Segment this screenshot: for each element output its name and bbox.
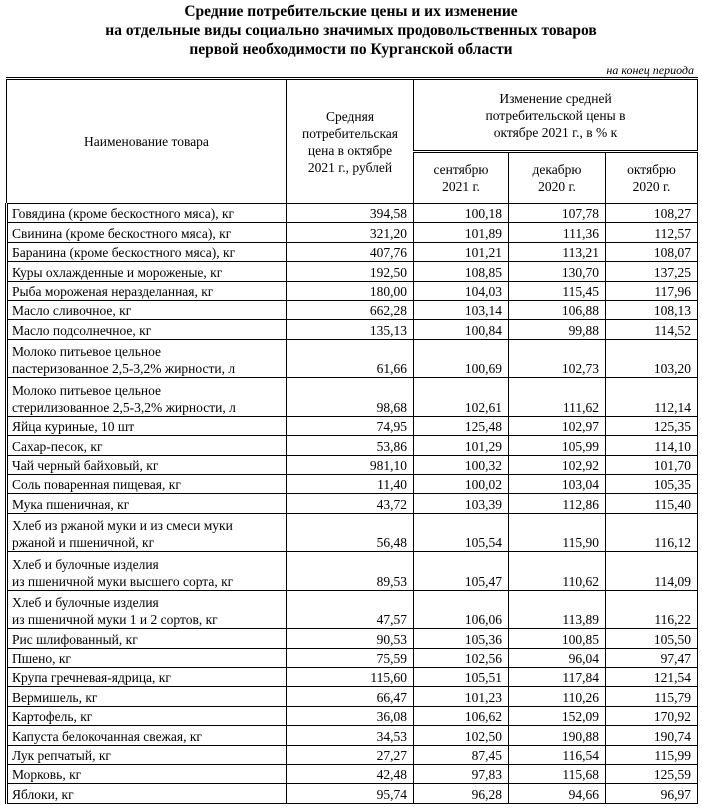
product-name-line-1: Рыба мороженая неразделанная, кг — [12, 283, 214, 299]
product-name — [7, 552, 287, 591]
cell-sep: 104,03 — [414, 281, 509, 300]
title-line-1: Средние потребительские цены и их изменение — [184, 3, 518, 20]
cell-sep: 101,89 — [414, 223, 509, 242]
product-name — [7, 436, 287, 455]
cell-price: 42,48 — [287, 764, 414, 783]
table-row — [7, 436, 698, 455]
cell-sep: 105,47 — [414, 552, 509, 591]
product-name — [7, 494, 287, 513]
table-row — [7, 648, 698, 667]
cell-dec: 112,86 — [509, 494, 606, 513]
cell-oct: 125,35 — [606, 416, 698, 435]
cell-price: 662,28 — [287, 300, 414, 319]
product-name-line-1: Картофель, кг — [12, 709, 93, 725]
cell-sep: 103,14 — [414, 300, 509, 319]
table-row — [7, 667, 698, 686]
cell-dec: 190,88 — [509, 726, 606, 745]
cell-sep: 100,69 — [414, 339, 509, 378]
product-name-line-1: Молоко питьевое цельное — [12, 382, 162, 398]
cell-oct: 114,52 — [606, 320, 698, 339]
product-name-line-1: Масло сливочное, кг — [12, 303, 132, 319]
cell-oct: 190,74 — [606, 726, 698, 745]
cell-oct: 103,20 — [606, 339, 698, 378]
table-row — [7, 242, 698, 261]
cell-sep: 97,83 — [414, 764, 509, 783]
cell-dec: 115,90 — [509, 513, 606, 552]
cell-sep: 87,45 — [414, 745, 509, 764]
table-row — [7, 590, 698, 629]
product-name-line-1: Свинина (кроме бескостного мяса), кг — [12, 225, 232, 241]
product-name-line-1: Масло подсолнечное, кг — [12, 322, 152, 338]
cell-price: 11,40 — [287, 474, 414, 493]
product-name-line-2: из пшеничной муки высшего сорта, кг — [12, 573, 234, 589]
product-name-line-2: стерилизованное 2,5-3,2% жирности, л — [12, 399, 236, 415]
cell-dec: 103,04 — [509, 474, 606, 493]
cell-sep: 100,02 — [414, 474, 509, 493]
cell-oct: 108,27 — [606, 204, 698, 223]
table-row — [7, 764, 698, 783]
product-name — [7, 648, 287, 667]
cell-dec: 117,84 — [509, 667, 606, 686]
cell-oct: 137,25 — [606, 262, 698, 281]
product-name-line-2: пастеризованное 2,5-3,2% жирности, л — [12, 361, 236, 377]
cell-oct: 117,96 — [606, 281, 698, 300]
cell-dec: 96,04 — [509, 648, 606, 667]
product-name-line-1: Яблоки, кг — [12, 786, 74, 802]
product-name — [7, 378, 287, 417]
cell-price: 66,47 — [287, 687, 414, 706]
product-name — [7, 204, 287, 223]
product-name — [7, 784, 287, 803]
cell-oct: 116,12 — [606, 513, 698, 552]
product-name-line-1: Говядина (кроме бескостного мяса), кг — [12, 206, 235, 222]
cell-price: 53,86 — [287, 436, 414, 455]
cell-sep: 105,36 — [414, 629, 509, 648]
table-row — [7, 474, 698, 493]
table-row — [7, 262, 698, 281]
cell-dec: 115,45 — [509, 281, 606, 300]
product-name-line-1: Хлеб и булочные изделия — [12, 556, 159, 572]
cell-price: 180,00 — [287, 281, 414, 300]
cell-sep: 100,32 — [414, 455, 509, 474]
cell-dec: 152,09 — [509, 706, 606, 725]
product-name — [7, 474, 287, 493]
cell-price: 34,53 — [287, 726, 414, 745]
table-body — [7, 204, 698, 804]
cell-sep: 102,50 — [414, 726, 509, 745]
prices-table — [5, 77, 698, 804]
cell-oct: 112,57 — [606, 223, 698, 242]
cell-oct: 121,54 — [606, 667, 698, 686]
cell-dec: 115,68 — [509, 764, 606, 783]
product-name-line-1: Лук репчатый, кг — [12, 747, 111, 763]
cell-sep: 103,39 — [414, 494, 509, 513]
product-name — [7, 726, 287, 745]
cell-oct: 108,07 — [606, 242, 698, 261]
cell-dec: 111,62 — [509, 378, 606, 417]
cell-price: 95,74 — [287, 784, 414, 803]
product-name-line-1: Баранина (кроме бескостного мяса), кг — [12, 245, 236, 261]
cell-sep: 125,48 — [414, 416, 509, 435]
cell-sep: 101,23 — [414, 687, 509, 706]
product-name — [7, 764, 287, 783]
table-row — [7, 687, 698, 706]
cell-sep: 102,56 — [414, 648, 509, 667]
cell-dec: 102,73 — [509, 339, 606, 378]
cell-price: 115,60 — [287, 667, 414, 686]
table-row — [7, 416, 698, 435]
cell-oct: 115,40 — [606, 494, 698, 513]
cell-dec: 113,21 — [509, 242, 606, 261]
cell-price: 43,72 — [287, 494, 414, 513]
product-name — [7, 281, 287, 300]
cell-price: 981,10 — [287, 455, 414, 474]
cell-sep: 101,29 — [414, 436, 509, 455]
cell-sep: 106,62 — [414, 706, 509, 725]
header-price: Средняя потребительская цена в октябре 2021 г., рублей — [287, 79, 414, 204]
table-row — [7, 320, 698, 339]
cell-dec: 105,99 — [509, 436, 606, 455]
product-name — [7, 667, 287, 686]
cell-dec: 110,62 — [509, 552, 606, 591]
product-name — [7, 629, 287, 648]
report-title — [0, 0, 702, 59]
cell-sep: 100,18 — [414, 204, 509, 223]
cell-oct: 108,13 — [606, 300, 698, 319]
table-row — [7, 745, 698, 764]
header-change: Изменение средней потребительской цены в октябре 2021 г., в % к — [414, 79, 698, 152]
product-name-line-1: Вермишель, кг — [12, 689, 98, 705]
cell-price: 61,66 — [287, 339, 414, 378]
product-name-line-1: Хлеб из ржаной муки и из смеси муки — [12, 518, 233, 534]
product-name-line-1: Яйца куриные, 10 шт — [12, 419, 135, 435]
cell-sep: 102,61 — [414, 378, 509, 417]
cell-dec: 102,97 — [509, 416, 606, 435]
title-line-3: первой необходимости по Курганской области — [189, 41, 513, 58]
cell-sep: 101,21 — [414, 242, 509, 261]
cell-dec: 94,66 — [509, 784, 606, 803]
cell-price: 36,08 — [287, 706, 414, 725]
product-name — [7, 320, 287, 339]
product-name — [7, 590, 287, 629]
table-row — [7, 204, 698, 223]
product-name-line-1: Хлеб и булочные изделия — [12, 595, 159, 611]
product-name-line-1: Куры охлажденные и мороженые, кг — [12, 264, 223, 280]
product-name-line-1: Мука пшеничная, кг — [12, 496, 130, 512]
cell-sep: 106,06 — [414, 590, 509, 629]
cell-oct: 97,47 — [606, 648, 698, 667]
header-name: Наименование товара — [7, 79, 287, 204]
product-name — [7, 745, 287, 764]
table-row — [7, 513, 698, 552]
header-december: декабрю 2020 г. — [509, 152, 606, 204]
cell-price: 75,59 — [287, 648, 414, 667]
cell-price: 90,53 — [287, 629, 414, 648]
table-row — [7, 223, 698, 242]
cell-dec: 113,89 — [509, 590, 606, 629]
product-name-line-1: Рис шлифованный, кг — [12, 631, 138, 647]
product-name-line-1: Крупа гречневая-ядрица, кг — [12, 670, 171, 686]
cell-price: 27,27 — [287, 745, 414, 764]
table-row — [7, 339, 698, 378]
table-row — [7, 726, 698, 745]
cell-price: 135,13 — [287, 320, 414, 339]
product-name — [7, 416, 287, 435]
table-row — [7, 706, 698, 725]
table-row — [7, 378, 698, 417]
product-name-line-1: Капуста белокочанная свежая, кг — [12, 728, 202, 744]
cell-oct: 101,70 — [606, 455, 698, 474]
cell-price: 89,53 — [287, 552, 414, 591]
cell-dec: 99,88 — [509, 320, 606, 339]
product-name — [7, 455, 287, 474]
cell-oct: 112,14 — [606, 378, 698, 417]
product-name — [7, 262, 287, 281]
cell-price: 98,68 — [287, 378, 414, 417]
cell-dec: 106,88 — [509, 300, 606, 319]
cell-price: 47,57 — [287, 590, 414, 629]
cell-sep: 108,85 — [414, 262, 509, 281]
product-name-line-1: Молоко питьевое цельное — [12, 344, 162, 360]
product-name-line-1: Пшено, кг — [12, 650, 71, 666]
cell-oct: 170,92 — [606, 706, 698, 725]
product-name-line-2: из пшеничной муки 1 и 2 сортов, кг — [12, 612, 218, 628]
table-row — [7, 455, 698, 474]
cell-oct: 115,99 — [606, 745, 698, 764]
product-name-line-1: Соль поваренная пищевая, кг — [12, 477, 181, 493]
cell-dec: 100,85 — [509, 629, 606, 648]
table-row — [7, 300, 698, 319]
cell-dec: 116,54 — [509, 745, 606, 764]
cell-dec: 111,36 — [509, 223, 606, 242]
product-name — [7, 339, 287, 378]
cell-oct: 115,79 — [606, 687, 698, 706]
product-name-line-1: Чай черный байховый, кг — [12, 457, 159, 473]
product-name — [7, 223, 287, 242]
header-october: октябрю 2020 г. — [606, 152, 698, 204]
cell-oct: 114,09 — [606, 552, 698, 591]
cell-dec: 110,26 — [509, 687, 606, 706]
cell-oct: 114,10 — [606, 436, 698, 455]
table-row — [7, 784, 698, 803]
product-name — [7, 300, 287, 319]
product-name-line-1: Сахар-песок, кг — [12, 438, 103, 454]
cell-dec: 107,78 — [509, 204, 606, 223]
product-name — [7, 513, 287, 552]
table-row — [7, 281, 698, 300]
cell-dec: 102,92 — [509, 455, 606, 474]
table-row — [7, 494, 698, 513]
cell-price: 407,76 — [287, 242, 414, 261]
cell-sep: 100,84 — [414, 320, 509, 339]
cell-price: 74,95 — [287, 416, 414, 435]
product-name — [7, 706, 287, 725]
cell-sep: 96,28 — [414, 784, 509, 803]
table-row — [7, 552, 698, 591]
cell-sep: 105,54 — [414, 513, 509, 552]
product-name-line-1: Морковь, кг — [12, 767, 82, 783]
cell-oct: 125,59 — [606, 764, 698, 783]
table-row — [7, 629, 698, 648]
cell-oct: 105,35 — [606, 474, 698, 493]
cell-price: 394,58 — [287, 204, 414, 223]
cell-oct: 116,22 — [606, 590, 698, 629]
title-line-2: на отдельные виды социально значимых продовольственных товаров — [105, 22, 597, 39]
product-name-line-2: ржаной и пшеничной, кг — [12, 535, 155, 551]
cell-oct: 96,97 — [606, 784, 698, 803]
product-name — [7, 687, 287, 706]
period-note: на конец периода — [606, 63, 694, 77]
product-name — [7, 242, 287, 261]
header-september: сентябрю 2021 г. — [414, 152, 509, 204]
cell-oct: 105,50 — [606, 629, 698, 648]
cell-price: 56,48 — [287, 513, 414, 552]
cell-price: 192,50 — [287, 262, 414, 281]
cell-dec: 130,70 — [509, 262, 606, 281]
cell-sep: 105,51 — [414, 667, 509, 686]
cell-price: 321,20 — [287, 223, 414, 242]
